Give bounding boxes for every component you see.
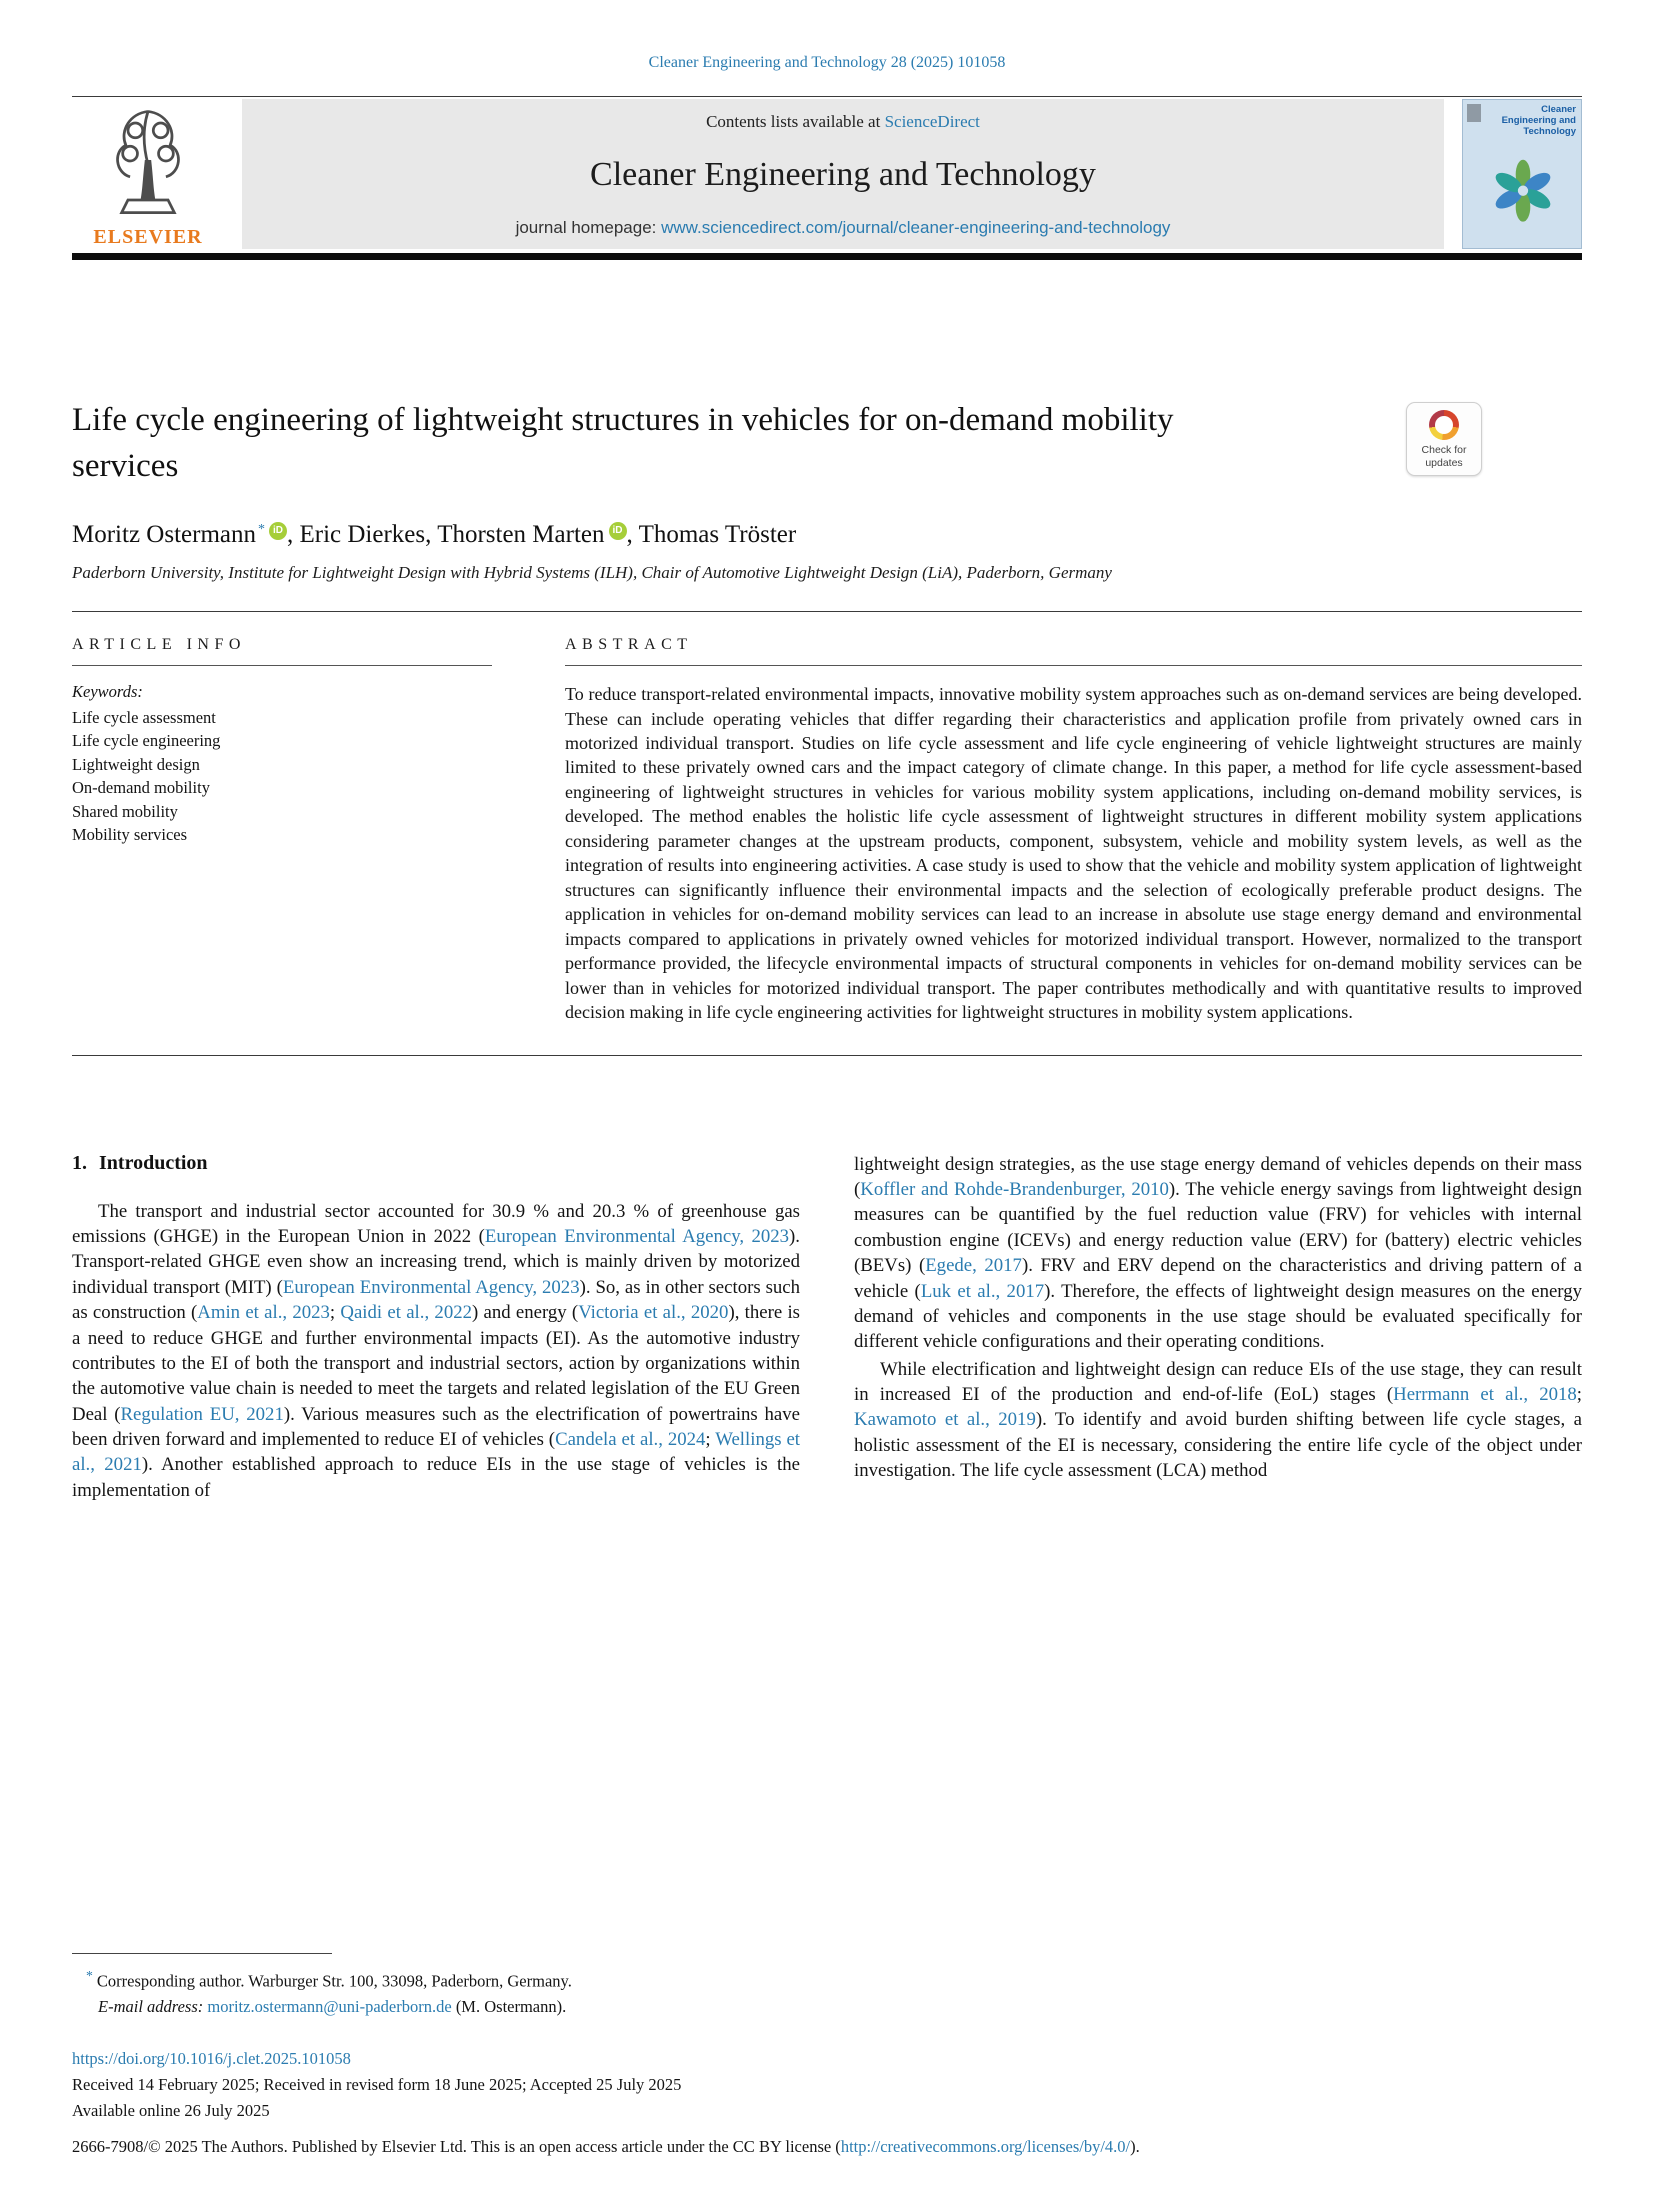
email-note: E-mail address: moritz.ostermann@uni-paderborn.de (M. Ostermann). [98,1996,567,2016]
citation-link[interactable]: European Environmental Agency, 2023 [484,1226,790,1247]
intro-paragraph: The transport and industrial sector accounted for 30.9 % and 20.3 % of greenhouse gas emissions (GHGE) in the European Union in 2022 (European Environmental Agency, 2023). Transport-related GHGE even show an increasing trend, which is mainly driven by motorized individual transport (MIT) (European Environmental Agency, 2023). So, as in other sectors such as construction (Amin et al., 2023; Qaidi et al., 2022) and energy (Victoria et al., 2020), there is a need to reduce GHGE and further environmental impacts (EI). As the automotive industry contributes to the EI of both the transport and industrial sectors, action by organizations within the automotive value chain is needed to meet the targets and related legislation of the EU Green Deal (Regulation EU, 2021). Various measures such as the electrification of powertrains have been driven forward and implemented to reduce EI of vehicles (Candela et al., 2024; Wellings et al., 2021). Another established approach to reduce EIs in the use stage of vehicles is the implementation of [72,1200,801,1501]
license-line: 2666-7908/© 2025 The Authors. Published by Elsevier Ltd. This is an open access article under the CC BY license (http://creativecommons.org/licenses/by/4.0/). [72,2137,1140,2157]
journal-cover-thumbnail [1462,99,1582,249]
citation-link[interactable]: Wellings et al., 2021 [72,1429,801,1476]
citation-link[interactable]: Qaidi et al., 2022 [340,1302,472,1324]
title-row [72,398,1582,489]
doi-link[interactable]: https://doi.org/10.1016/j.clet.2025.101058 [72,2049,351,2069]
check-for-updates-badge[interactable] [1406,402,1482,476]
author-name: Thomas Tröster [638,521,797,549]
corresponding-author-mark[interactable]: * [257,521,265,537]
affiliation: Paderborn University, Institute for Lightweight Design with Hybrid Systems (ILH), Chair of Automotive Lightweight Design (LiA), Paderborn, Germany [72,563,1112,583]
keyword-item: On-demand mobility [72,778,210,798]
keyword-item: Mobility services [72,825,188,845]
citation-link[interactable]: Luk et al., 2017 [920,1280,1045,1302]
intro-paragraph: lightweight design strategies, as the use stage energy demand of vehicles depends on their mass (Koffler and Rohde-Brandenburger, 2010). The vehicle energy savings from lightweight design measures can be quantified by the fuel reduction value (FRV) for vehicles with internal combustion engine (ICEVs) and energy reduction value (ERV) for (battery) electric vehicles (BEVs) (Egede, 2017). FRV and ERV depend on the characteristics and driving pattern of a vehicle (Luk et al., 2017). Therefore, the effects of lightweight design measures on the energy demand of vehicles and components in the use stage should be evaluated specifically for different vehicle configurations and their operating conditions. [854,1153,1582,1353]
citation-link[interactable]: Candela et al., 2024 [555,1429,706,1450]
orcid-icon[interactable]: iD [609,522,627,540]
elsevier-wordmark: ELSEVIER [93,226,203,248]
body-column-left [72,1152,800,1504]
check-for-updates-label: Check for updates [1421,444,1467,469]
elsevier-logo [72,99,224,249]
author-list [72,521,1582,549]
footnote-rule [72,1953,332,1954]
article-info-column [72,636,492,1025]
citation-link[interactable]: Regulation EU, 2021 [120,1403,284,1425]
journal-banner [242,99,1444,249]
body-column-right [854,1152,1582,1504]
crossmark-icon [1429,410,1459,440]
email-link[interactable]: moritz.ostermann@uni-paderborn.de [207,1996,452,2016]
contents-line: Contents lists available at ScienceDirect [706,112,980,131]
available-online-line: Available online 26 July 2025 [72,2101,270,2121]
info-abstract-section [72,611,1582,1056]
abstract-heading: ABSTRACT [565,636,1582,666]
article-info-heading: ARTICLE INFO [72,636,492,666]
keywords-label: Keywords: [72,682,143,702]
intro-paragraph: While electrification and lightweight design can reduce EIs of the use stage, they can result in increased EI of the production and end-of-life (EoL) stages (Herrmann et al., 2018; Kawamoto et al., 2019). To identify and avoid burden shifting between life cycle stages, a holistic assessment of the EI is necessary, considering the entire life cycle of the object under investigation. The life cycle assessment (LCA) method [854,1358,1582,1482]
keyword-item: Life cycle assessment [72,708,216,728]
abstract-text: To reduce transport-related environmental impacts, innovative mobility system approaches such as on-demand services are being developed. These can include operating vehicles that differ regarding their characteristics and application profile from privately owned cars in motorized individual transport. Studies on life cycle assessment and life cycle engineering of vehicle lightweight structures are mainly limited to these privately owned cars and the impact category of climate change. In this paper, a method for life cycle assessment-based engineering of lightweight structures in vehicles for various mobility system applications, including on-demand mobility services, is developed. The method enables the holistic life cycle assessment of lightweight structures in different mobility system applications considering parameter changes at the upstream products, component, subsystem, vehicle and mobility system levels, as well as the integration of results into engineering activities. A case study is used to show that the vehicle and mobility system application of lightweight structures can significantly influence their environmental impacts and the selection of ecologically preferable product designs. The application in vehicles for on-demand mobility services can lead to an increase in absolute use stage energy demand and environmental impacts compared to applications in privately owned vehicles for motorized individual transport. However, normalized to the transport performance provided, the lifecycle environmental impacts of structural components in vehicles for on-demand mobility services can be lower than in vehicles for motorized individual transport. The paper contributes methodically and with quantitative results to improved decision making in life cycle engineering activities for lightweight structures in mobility system applications. [565,684,1582,1023]
citation-link[interactable]: Herrmann et al., 2018 [1393,1384,1577,1405]
citation-link[interactable]: European Environmental Agency, 2023 [282,1276,580,1298]
footnote-star: * [86,1968,93,1984]
citation-link[interactable]: Egede, 2017 [925,1255,1022,1277]
author-name: Moritz Ostermann * iD , [72,521,300,549]
footnote-block [72,1966,1582,2019]
received-line: Received 14 February 2025; Received in revised form 18 June 2025; Accepted 25 July 2025 [72,2075,682,2095]
author-name: Eric Dierkes, [299,521,438,549]
top-rule [72,96,1582,97]
corresponding-author-note: * Corresponding author. Warburger Str. 100, 33098, Paderborn, Germany. [86,1968,572,1991]
keyword-item: Shared mobility [72,801,178,821]
author-name: Thorsten Marten iD , [437,521,639,549]
publication-footer [72,2045,1582,2159]
journal-homepage-line: journal homepage: www.sciencedirect.com/journal/cleaner-engineering-and-technology [515,218,1171,237]
masthead-bottom-bar [72,253,1582,260]
citation-link[interactable]: Koffler and Rohde-Brandenburger, 2010 [860,1179,1169,1200]
cover-elsevier-mark-icon [1467,104,1481,122]
vertical-spacer [72,1503,1582,1953]
citation-link[interactable]: Kawamoto et al., 2019 [854,1409,1036,1431]
journal-citation-link[interactable]: Cleaner Engineering and Technology 28 (2025) 101058 [648,54,1006,71]
journal-title: Cleaner Engineering and Technology [590,156,1096,193]
doi-line [72,2047,1582,2071]
introduction-section [72,1152,1582,1504]
journal-masthead [72,99,1582,249]
citation-link[interactable]: Victoria et al., 2020 [578,1302,729,1324]
cc-license-link[interactable]: http://creativecommons.org/licenses/by/4.0/ [840,2137,1131,2157]
journal-homepage-link[interactable]: www.sciencedirect.com/journal/cleaner-engineering-and-technology [661,218,1171,237]
abstract-column [565,636,1582,1025]
keyword-item: Life cycle engineering [72,731,221,751]
article-title: Life cycle engineering of lightweight structures in vehicles for on-demand mobility services [72,402,1174,484]
keyword-item: Lightweight design [72,754,200,774]
journal-citation [72,54,1582,72]
cover-journal-title: Cleaner Engineering and Technology [1501,104,1576,137]
introduction-heading: 1. Introduction [72,1151,208,1174]
elsevier-tree-icon [96,103,200,224]
citation-link[interactable]: Amin et al., 2023 [197,1302,330,1324]
orcid-icon[interactable]: iD [269,522,287,540]
sciencedirect-link[interactable]: ScienceDirect [884,112,980,131]
